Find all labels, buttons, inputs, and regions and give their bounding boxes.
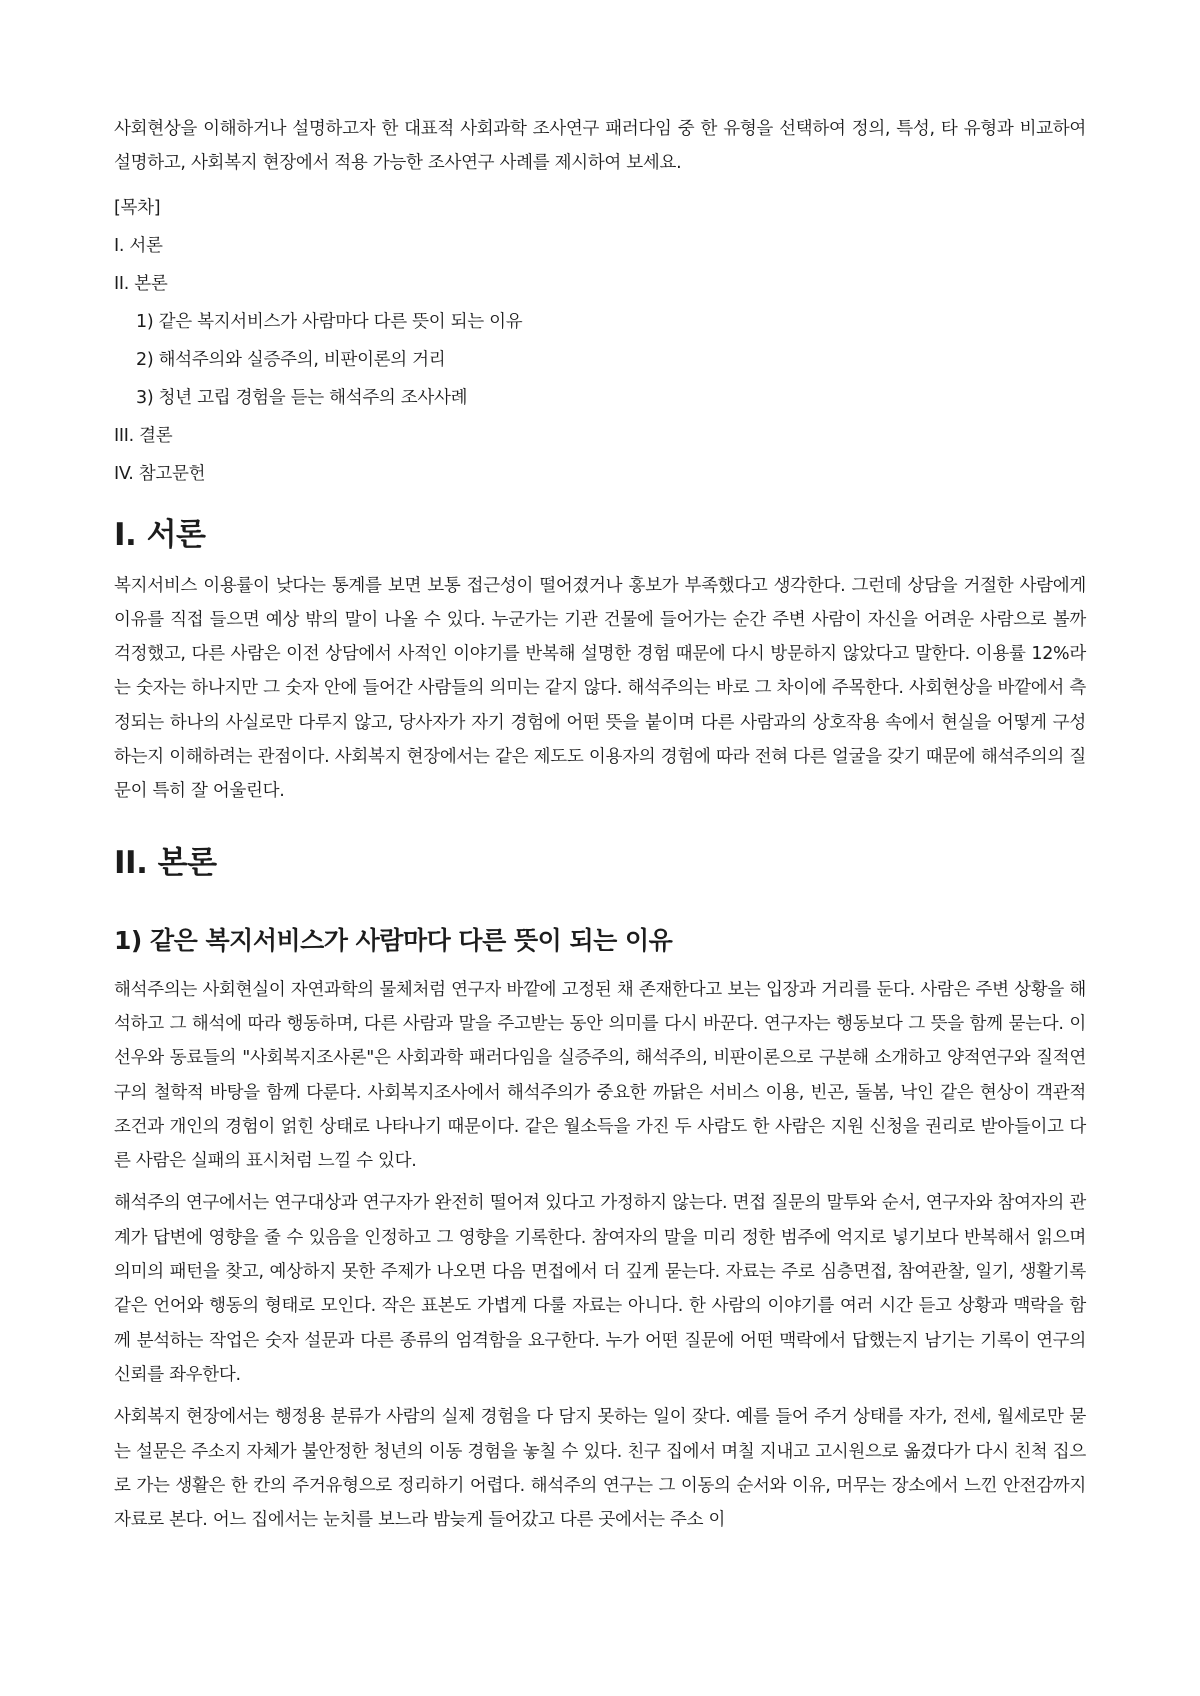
body-subsection-1-paragraph-3: 사회복지 현장에서는 행정용 분류가 사람의 실제 경험을 다 담지 못하는 일이 잦다. 예를 들어 주거 상태를 자가, 전세, 월세로만 묻는 설문은 주소지 자체가 불안정한 청년의 이동 경험을 놓칠 수 있다. 친구 집에서 며칠 지내고 고시원으로 옮겼다가 다시 친척 집으로 가는 생활은 한 칸의 주거유형으로 정리하기 어렵다. 해석주의 연구는 그 이동의 순서와 이유, 머무는 장소에서 느낀 안전감까지 자료로 본다. 어느 집에서는 눈치를 보느라 밤늦게 들어갔고 다른 곳에서는 주소 이 (114, 1407, 1086, 1531)
table-of-contents (114, 189, 1086, 493)
body-subsection-1-paragraph-1: 해석주의는 사회현실이 자연과학의 물체처럼 연구자 바깥에 고정된 채 존재한다고 보는 입장과 거리를 둔다. 사람은 주변 상황을 해석하고 그 해석에 따라 행동하며, 다른 사람과 말을 주고받는 동안 의미를 다시 바꾼다. 연구자는 행동보다 그 뜻을 함께 묻는다. 이선우와 동료들의 "사회복지조사론"은 사회과학 패러다임을 실증주의, 해석주의, 비판이론으로 구분해 소개하고 양적연구와 질적연구의 철학적 바탕을 함께 다룬다. 사회복지조사에서 해석주의가 중요한 까닭은 서비스 이용, 빈곤, 돌봄, 낙인 같은 현상이 객관적 조건과 개인의 경험이 얽힌 상태로 나타나기 때문이다. 같은 월소득을 가진 두 사람도 한 사람은 지원 신청을 권리로 받아들이고 다른 사람은 실패의 표시처럼 느낄 수 있다. (114, 979, 1086, 1172)
intro-paragraph: 복지서비스 이용률이 낮다는 통계를 보면 보통 접근성이 떨어졌거나 홍보가 부족했다고 생각한다. 그런데 상담을 거절한 사람에게 이유를 직접 들으면 예상 밖의 말이 나올 수 있다. 누군가는 기관 건물에 들어가는 순간 주변 사람이 자신을 어려운 사람으로 볼까 걱정했고, 다른 사람은 이전 상담에서 사적인 이야기를 반복해 설명한 경험 때문에 다시 방문하지 않았다고 말한다. 이용률 12%라는 숫자는 하나지만 그 숫자 안에 들어간 사람들의 의미는 같지 않다. 해석주의는 바로 그 차이에 주목한다. 사회현상을 바깥에서 측정되는 하나의 사실로만 다루지 않고, 당사자가 자기 경험에 어떤 뜻을 붙이며 다른 사람과의 상호작용 속에서 현실을 어떻게 구성하는지 이해하려는 관점이다. 사회복지 현장에서는 같은 제도도 이용자의 경험에 따라 전혀 다른 얼굴을 갖기 때문에 해석주의의 질문이 특히 잘 어울린다. (114, 575, 1086, 802)
assignment-prompt: 사회현상을 이해하거나 설명하고자 한 대표적 사회과학 조사연구 패러다임 중 한 유형을 선택하여 정의, 특성, 타 유형과 비교하여 설명하고, 사회복지 현장에서 적용 가능한 조사연구 사례를 제시하여 보세요. (114, 119, 1086, 174)
toc-item-references: IV. 참고문헌 (114, 463, 206, 484)
intro-section (114, 511, 1086, 809)
toc-item-body-3: 3) 청년 고립 경험을 듣는 해석주의 조사사례 (136, 387, 468, 408)
toc-list (114, 189, 1086, 493)
toc-item-body: II. 본론 (114, 273, 168, 294)
toc-item-conclusion: III. 결론 (114, 425, 173, 446)
toc-label: [목차] (114, 197, 161, 218)
intro-heading: I. 서론 (114, 516, 206, 553)
toc-item-intro: I. 서론 (114, 235, 163, 256)
body-heading: II. 본론 (114, 844, 217, 881)
toc-item-body-1: 1) 같은 복지서비스가 사람마다 다른 뜻이 되는 이유 (136, 311, 523, 332)
body-subsection-1-heading: 1) 같은 복지서비스가 사람마다 다른 뜻이 되는 이유 (114, 925, 673, 955)
body-subsection-1-paragraph-2: 해석주의 연구에서는 연구대상과 연구자가 완전히 떨어져 있다고 가정하지 않는다. 면접 질문의 말투와 순서, 연구자와 참여자의 관계가 답변에 영향을 줄 수 있음을 인정하고 그 영향을 기록한다. 참여자의 말을 미리 정한 범주에 억지로 넣기보다 반복해서 읽으며 의미의 패턴을 찾고, 예상하지 못한 주제가 나오면 다음 면접에서 더 깊게 묻는다. 자료는 주로 심층면접, 참여관찰, 일기, 생활기록 같은 언어와 행동의 형태로 모인다. 작은 표본도 가볍게 다룰 자료는 아니다. 한 사람의 이야기를 여러 시간 듣고 상황과 맥락을 함께 분석하는 작업은 숫자 설문과 다른 종류의 엄격함을 요구한다. 누가 어떤 질문에 어떤 맥락에서 답했는지 남기는 기록이 연구의 신뢰를 좌우한다. (114, 1193, 1086, 1385)
body-section (114, 839, 1086, 1538)
toc-item-body-2: 2) 해석주의와 실증주의, 비판이론의 거리 (136, 349, 446, 370)
